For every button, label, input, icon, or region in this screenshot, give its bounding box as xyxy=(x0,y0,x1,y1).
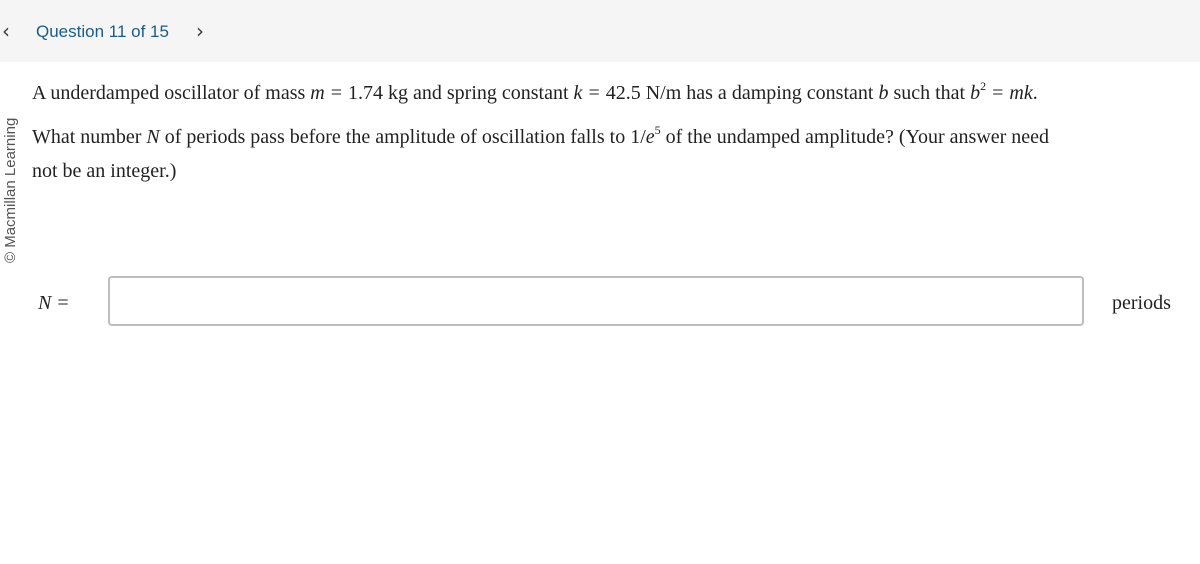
text: of periods pass before the amplitude of oscillation falls to 1/ xyxy=(159,126,646,148)
problem-statement xyxy=(32,76,1182,188)
equals-sign: = xyxy=(588,82,600,104)
problem-line-2 xyxy=(32,120,1182,154)
equals-sign: = xyxy=(57,292,69,314)
equals-sign: = xyxy=(992,82,1004,104)
text: 1.74 kg and spring constant xyxy=(348,82,574,104)
var-k: k xyxy=(573,82,583,104)
var-m: m xyxy=(310,82,325,104)
question-counter: Question 11 of 15 xyxy=(36,22,169,41)
question-header xyxy=(0,0,1200,62)
var-mk: mk xyxy=(1009,82,1033,104)
var-N: N xyxy=(38,292,52,314)
answer-row xyxy=(38,276,1188,330)
text: A underdamped oscillator of mass xyxy=(32,82,311,104)
text: What number xyxy=(32,126,147,148)
text: such that xyxy=(888,82,971,104)
var-b: b xyxy=(878,82,889,104)
answer-input[interactable] xyxy=(108,276,1084,326)
text: 42.5 N/m has a damping constant xyxy=(605,82,879,104)
text: . xyxy=(1032,82,1038,104)
problem-line-3: not be an integer.) xyxy=(32,160,177,182)
answer-unit-label: periods xyxy=(1112,292,1171,314)
var-b: b xyxy=(970,82,981,104)
var-N: N xyxy=(146,126,160,148)
previous-question-chevron-icon[interactable]: ‹ xyxy=(2,19,10,43)
problem-line-1 xyxy=(32,76,1182,110)
var-e: e xyxy=(645,126,655,148)
exponent-5: 5 xyxy=(654,123,661,137)
next-question-chevron-icon[interactable]: › xyxy=(196,19,204,43)
answer-variable-label xyxy=(38,290,75,316)
copyright-notice: © Macmillan Learning xyxy=(2,117,19,263)
text: of the undamped amplitude? (Your answer need xyxy=(660,126,1050,148)
equals-sign: = xyxy=(330,82,343,104)
exponent-2: 2 xyxy=(980,79,987,93)
